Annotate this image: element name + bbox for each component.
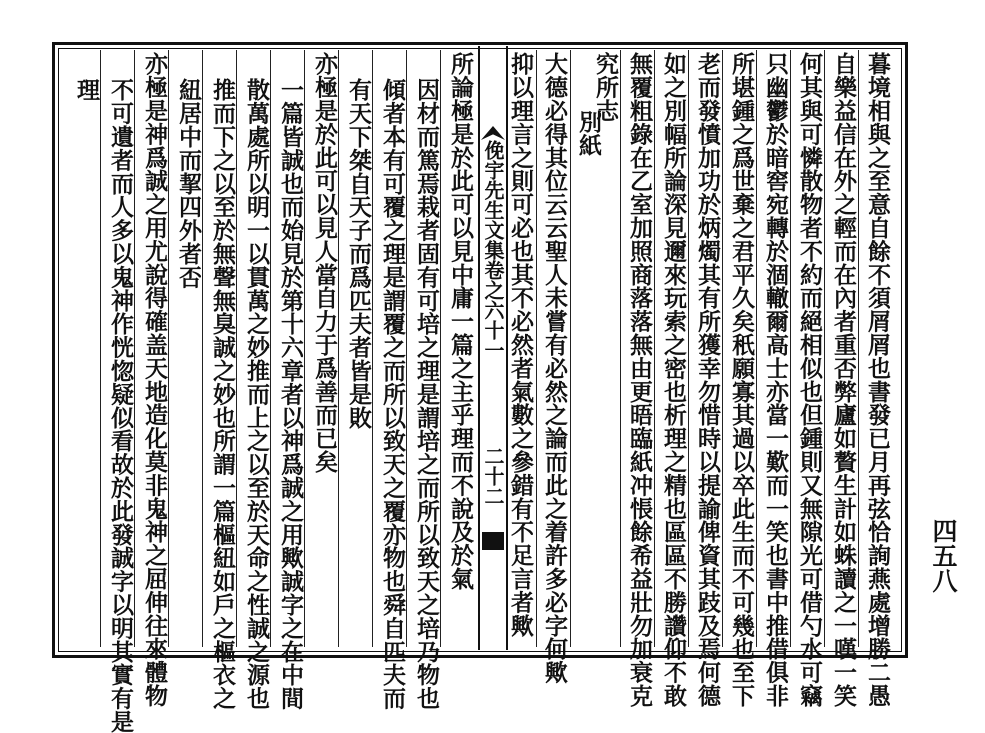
text-column: 不可遺者而人多以鬼神作恍惚疑似看故於此發誠字以明其實有是 — [107, 78, 134, 733]
column-rule — [536, 50, 537, 647]
text-column: 老而發憤加功於炳燭其有所獲幸勿惜時以提諭俾資其跂及焉何德 — [694, 52, 721, 708]
column-rule — [858, 50, 859, 647]
folio-number: 二十二 — [481, 446, 505, 506]
text-column: 只幽鬱於暗窖宛轉於涸轍爾高士亦當一歎而一笑也書中推借俱非 — [762, 52, 789, 708]
volume-title: 俛宇先生文集卷之六十一 — [481, 140, 505, 360]
text-column: 有天下桀自天子而爲匹夫者皆是敗 — [345, 78, 372, 429]
column-rule — [202, 50, 203, 647]
column-rule — [824, 50, 825, 647]
text-column: 散萬處所以明一以貫萬之妙推而上之以至於天命之性誠之源也 — [243, 78, 270, 710]
section-heading: 別紙 — [575, 110, 602, 157]
column-rule — [270, 50, 271, 647]
column-rule — [168, 50, 169, 647]
column-rule — [236, 50, 237, 647]
text-column: 理 — [73, 78, 100, 102]
column-rule — [570, 50, 571, 647]
page-number: 四五八 — [929, 518, 958, 593]
column-rule — [620, 50, 621, 647]
text-column: 自樂益信在外之輕而在內者重否弊廬如贅生計如蛛讀之一嘆一笑 — [830, 52, 857, 708]
text-column: 一篇皆誠也而始見於第十六章者以神爲誠之用歟誠字之在中間 — [277, 78, 304, 710]
text-column: 暮境相與之至意自餘不須屑屑也書發已月再弦恰詢燕處增勝二愚 — [864, 52, 891, 708]
text-column: 推而下之以至於無聲無臭誠之妙也所謂一篇樞紐如戶之樞衣之 — [209, 78, 236, 710]
text-column: 究所志 — [592, 52, 619, 123]
column-rule — [688, 50, 689, 647]
column-rule — [722, 50, 723, 647]
text-column: 亦極是於此可以見人當自力于爲善而已矣 — [311, 52, 338, 474]
text-column: 何其與可憐散物者不約而絕相似也但鍾則又無隙光可借勺水可竊 — [796, 52, 823, 708]
column-rule — [440, 50, 441, 647]
fish-tail-block-icon — [482, 532, 504, 550]
text-column: 因材而篤焉栽者固有可培之理是謂培之而所以致天之培乃物也 — [413, 78, 440, 710]
column-rule — [372, 50, 373, 647]
column-rule — [338, 50, 339, 647]
column-rule — [304, 50, 305, 647]
column-rule — [756, 50, 757, 647]
text-column: 抑以理言之則可必也其不必然者氣數之參錯有不足言者歟 — [507, 52, 534, 637]
column-rule — [134, 50, 135, 647]
text-column: 紐居中而挈四外者否 — [175, 78, 202, 289]
column-rule — [406, 50, 407, 647]
text-column: 大德必得其位云云聖人未嘗有必然之論而此之着許多必字何歟 — [541, 52, 568, 684]
column-rule — [100, 50, 101, 647]
text-column: 亦極是神爲誠之用尤說得確盖天地造化莫非鬼神之屈伸往來體物 — [141, 52, 168, 708]
text-column: 無覆粗錄在乙室加照商落落無由更晤臨紙冲悵餘希益壯勿加衰克 — [626, 52, 653, 708]
text-column: 所堪鍾之爲世棄之君平久矣秖願寡其過以卒此生而不可幾也至下 — [728, 52, 755, 708]
column-rule — [654, 50, 655, 647]
text-column: 如之別幅所論深見邇來玩索之密也析理之精也區區不勝讚仰不敢 — [660, 52, 687, 708]
text-column: 傾者本有可覆之理是謂覆之而所以致天之覆亦物也舜自匹夫而 — [379, 78, 406, 710]
column-rule — [790, 50, 791, 647]
text-column: 所論極是於此可以見中庸一篇之主乎理而不說及於氣 — [447, 52, 474, 591]
